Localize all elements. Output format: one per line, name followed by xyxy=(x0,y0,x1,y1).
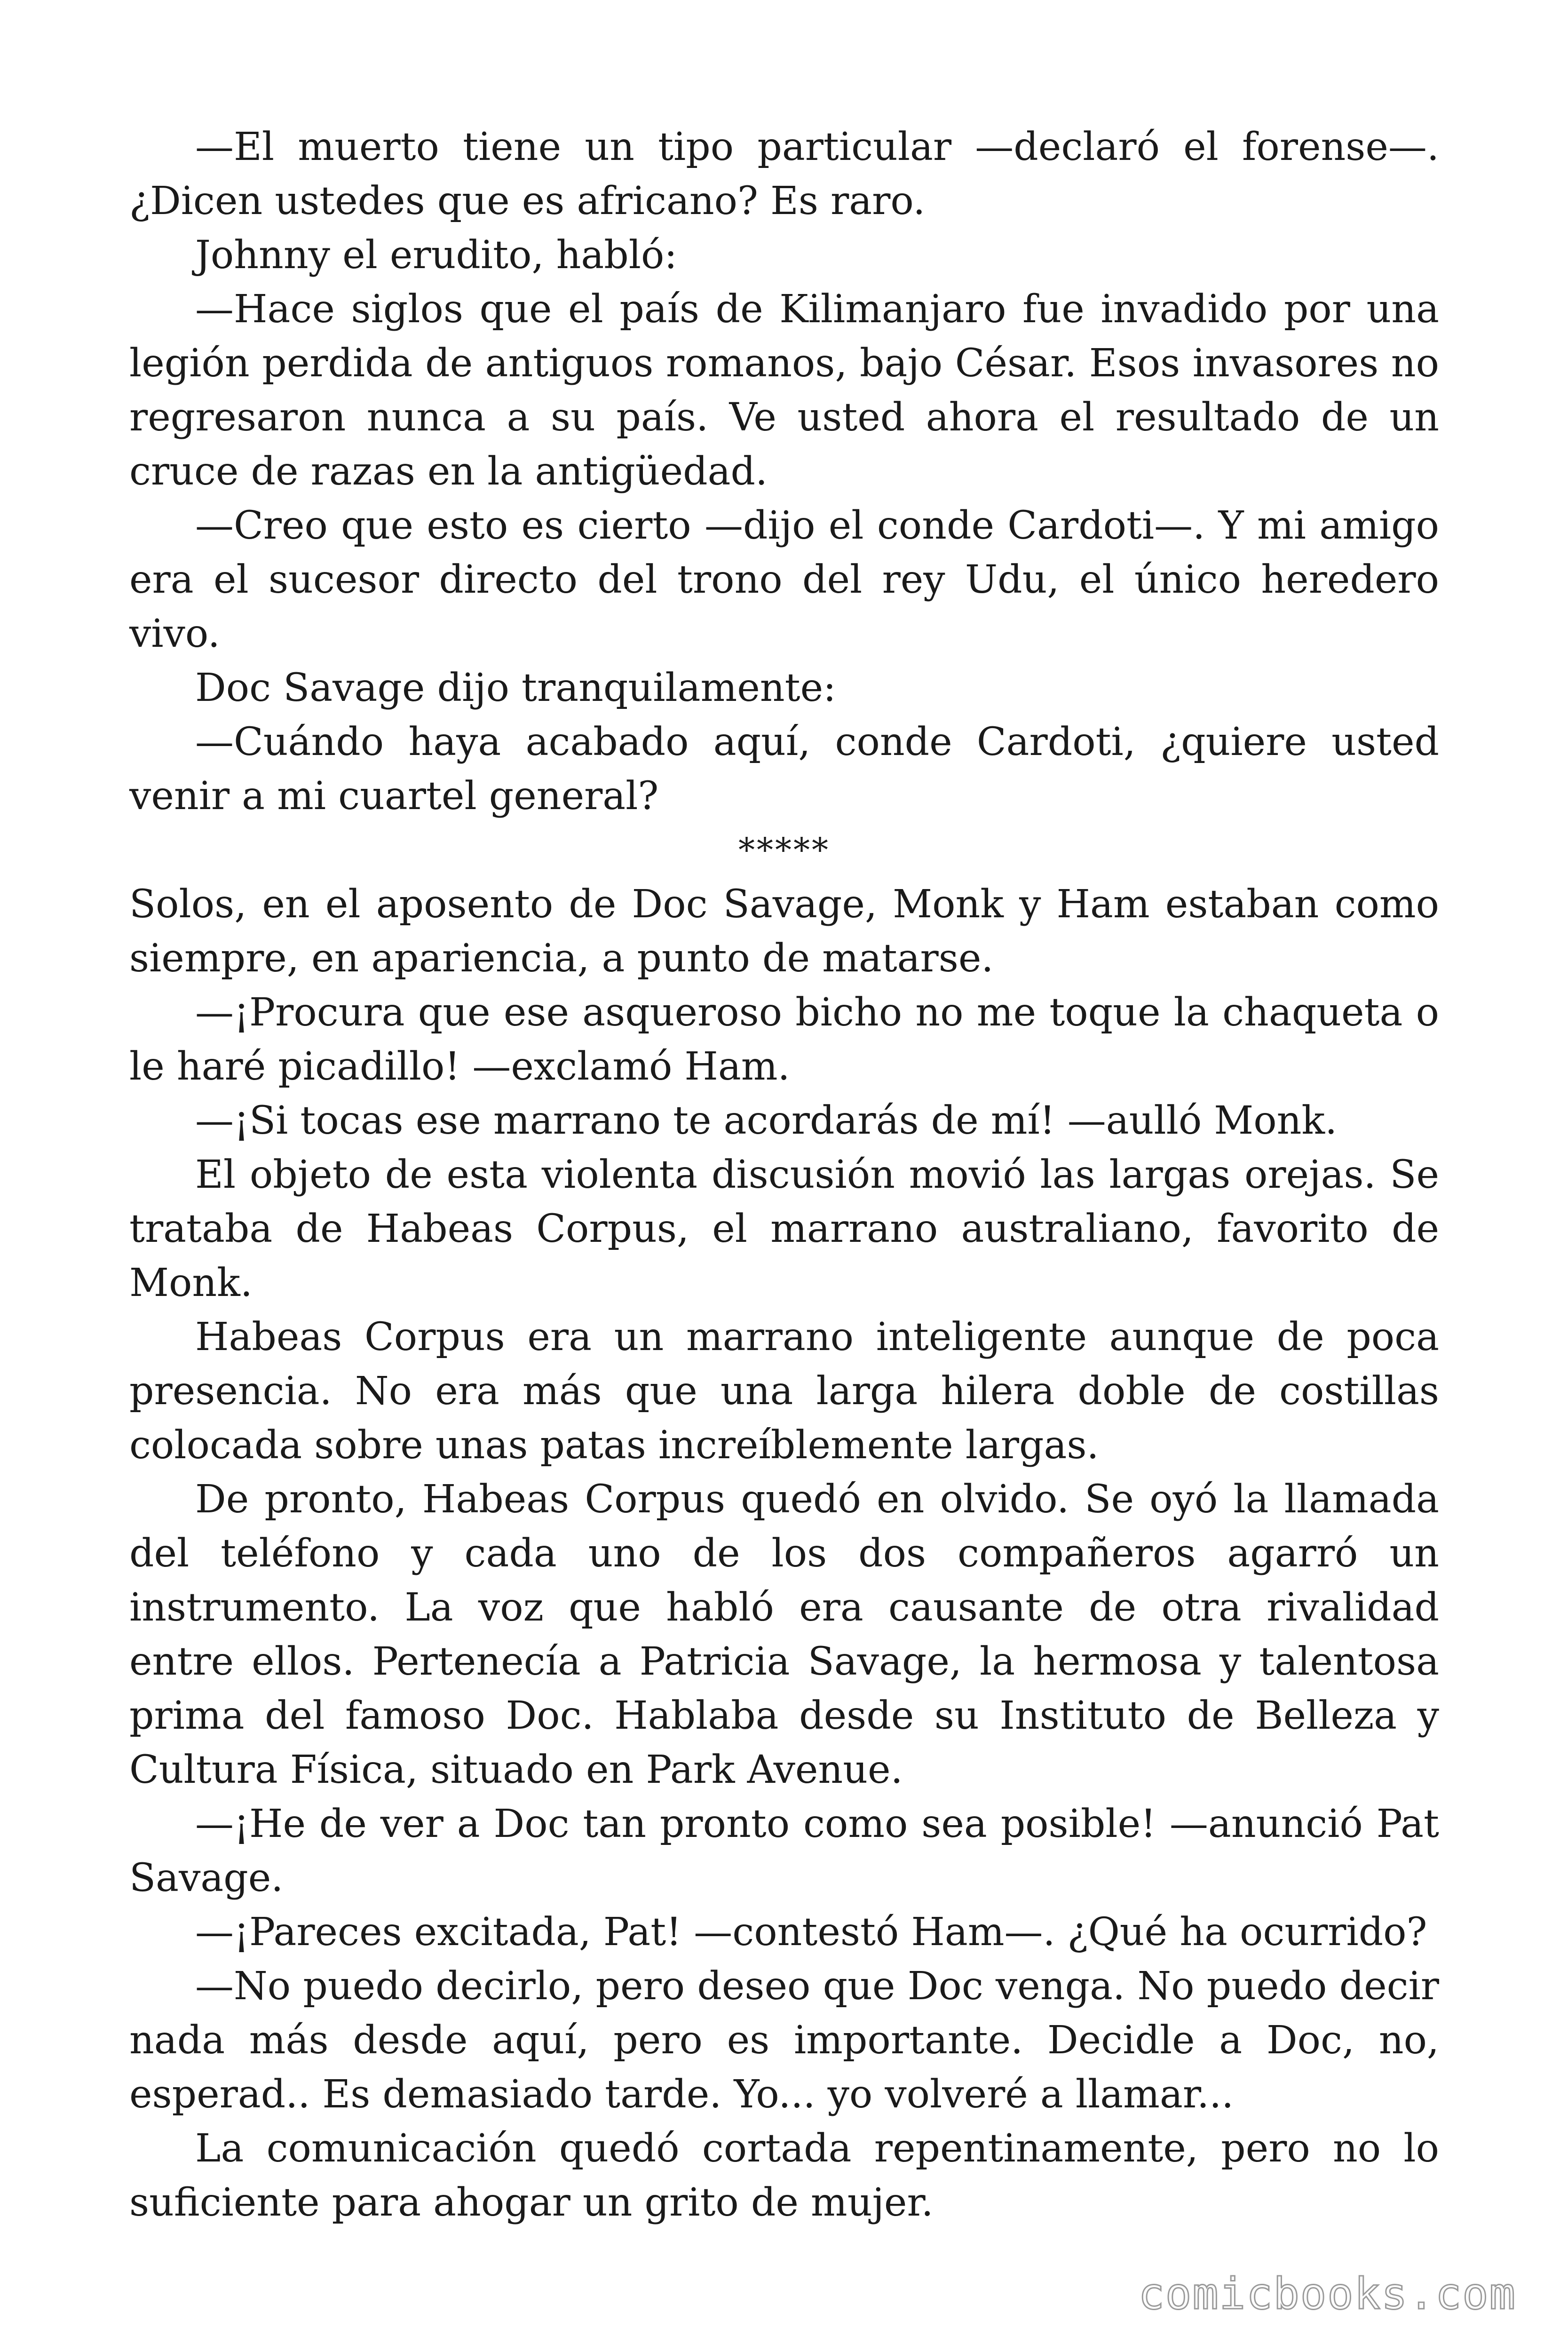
paragraph: Habeas Corpus era un marrano inteligente aunque de poca presencia. No era más que una larga hilera doble de costillas colocada sobre unas patas increíblemente largas. xyxy=(129,1315,1439,1468)
paragraph: —Cuándo haya acabado aquí, conde Cardoti, ¿quiere usted venir a mi cuartel general? xyxy=(129,720,1439,818)
watermark: comicbooks.com xyxy=(1138,2269,1516,2319)
paragraph: Doc Savage dijo tranquilamente: xyxy=(195,666,836,710)
paragraph: La comunicación quedó cortada repentinamente, pero no lo suficiente para ahogar un grito de mujer. xyxy=(129,2126,1439,2225)
paragraph: —¡Pareces excitada, Pat! —contestó Ham—. ¿Qué ha ocurrido? xyxy=(195,1910,1427,1955)
paragraph: —¡Procura que ese asqueroso bicho no me toque la chaqueta o le haré picadillo! —exclamó Ham. xyxy=(129,990,1439,1089)
paragraph: —¡He de ver a Doc tan pronto como sea posible! —anunció Pat Savage. xyxy=(129,1802,1439,1900)
paragraph: —Creo que esto es cierto —dijo el conde Cardoti—. Y mi amigo era el sucesor directo del trono del rey Udu, el único heredero vivo. xyxy=(129,503,1439,656)
paragraph: —Hace siglos que el país de Kilimanjaro fue invadido por una legión perdida de antiguos romanos, bajo César. Esos invasores no regresaron nunca a su país. Ve usted ahora el resultado de un cruce de razas en la antigüedad. xyxy=(129,287,1439,494)
paragraph: Solos, en el aposento de Doc Savage, Monk y Ham estaban como siempre, en apariencia, a punto de matarse. xyxy=(129,882,1439,981)
paragraph: El objeto de esta violenta discusión movió las largas orejas. Se trataba de Habeas Corpus, el marrano australiano, favorito de Monk. xyxy=(129,1152,1439,1305)
section-separator: ***** xyxy=(738,831,830,869)
body-text xyxy=(129,120,1439,2230)
paragraph: De pronto, Habeas Corpus quedó en olvido. Se oyó la llamada del teléfono y cada uno de los dos compañeros agarró un instrumento. La voz que habló era causante de otra rivalidad entre ellos. Pertenecía a Patricia Savage, la hermosa y talentosa prima del famoso Doc. Hablaba desde su Instituto de Belleza y Cultura Física, situado en Park Avenue. xyxy=(129,1477,1439,1792)
paragraph: Johnny el erudito, habló: xyxy=(195,233,677,278)
paragraph: —No puedo decirlo, pero deseo que Doc venga. No puedo decir nada más desde aquí, pero es importante. Decidle a Doc, no, esperad.. Es demasiado tarde. Yo... yo volveré a llamar... xyxy=(129,1964,1439,2117)
paragraph: —¡Si tocas ese marrano te acordarás de mí! —aulló Monk. xyxy=(195,1098,1338,1143)
paragraph: —El muerto tiene un tipo particular —declaró el forense—. ¿Dicen ustedes que es africano? Es raro. xyxy=(129,125,1439,223)
